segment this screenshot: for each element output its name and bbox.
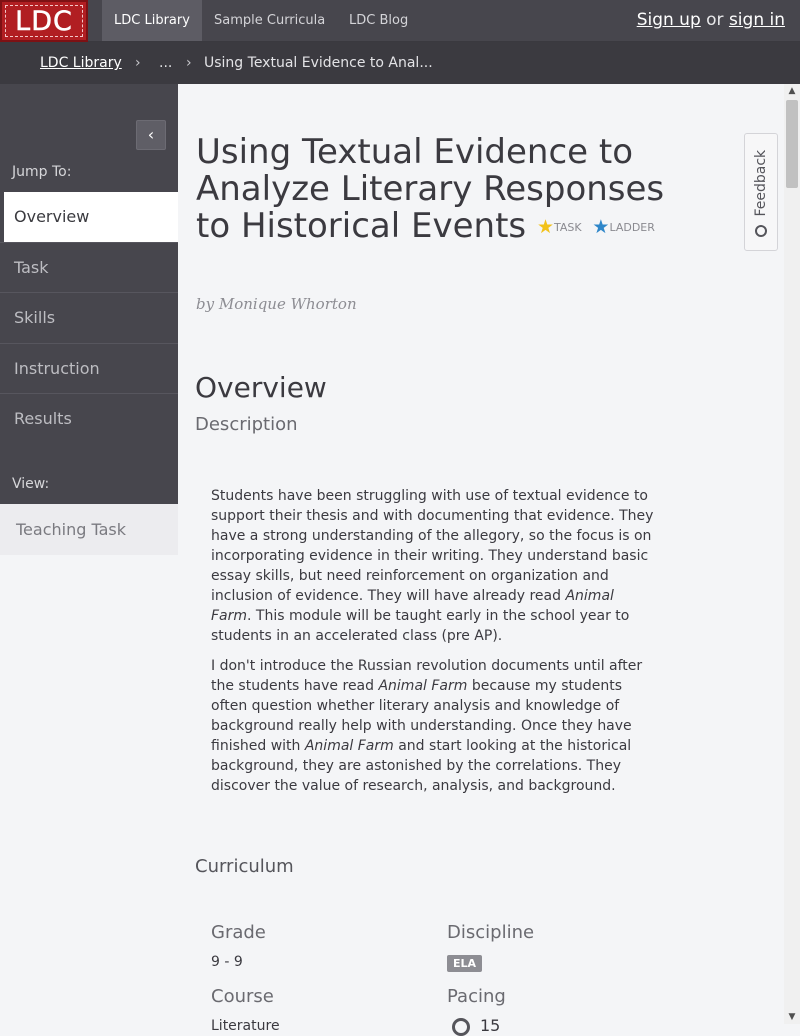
paragraph-text: and start looking at the historical background, they are astonished by the correlations. They discover the value of research, analysis, and background. [211,738,632,794]
page-title [196,134,666,246]
paragraph-text: I don't introduce the Russian revolution documents until after the students have read [211,658,643,694]
breadcrumb-ellipsis[interactable]: ... [159,55,173,71]
paragraph-text: because my students often question whether literary analysis and knowledge of background really help with understanding. Once they have finished with [211,678,632,754]
description-heading: Description [195,414,298,435]
breadcrumb-current: Using Textual Evidence to Anal... [204,55,433,71]
scroll-up-arrow-icon[interactable]: ▲ [788,86,796,96]
logo-text: LDC [15,5,73,37]
sidebar-item-skills[interactable]: Skills [0,292,178,342]
nav-tab-ldc-blog[interactable]: LDC Blog [349,13,409,28]
book-title: Animal Farm [211,588,614,624]
sign-up-link[interactable]: Sign up [636,10,701,30]
course-value: Literature [211,1018,280,1034]
sidebar-item-task[interactable]: Task [0,242,178,292]
star-icon: ★ [592,216,610,238]
breadcrumb-library-link[interactable]: LDC Library [40,55,122,71]
ladder-badge: LADDER [609,221,655,234]
description-paragraph [211,656,657,796]
overview-heading: Overview [195,371,327,404]
ldc-logo[interactable] [0,0,88,42]
star-icon: ★ [536,216,554,238]
pacing-value: 15 [480,1016,501,1035]
task-badge: TASK [553,221,582,234]
sign-in-link[interactable]: sign in [728,10,785,30]
sidebar-item-results[interactable]: Results [0,393,178,443]
grade-value: 9 - 9 [211,954,243,970]
lifebuoy-icon [755,225,767,237]
author-byline: by Monique Whorton [196,295,357,313]
paragraph-text: Students have been struggling with use of textual evidence to support their thesis and with documenting that evidence. They have a strong understanding of the allegory, so the focus is on incorporating evidence in their writing. They understand basic essay skills, but need reinforcement on organization and inclusion of evidence. They will have already read [211,488,654,604]
description-paragraph [211,486,657,646]
feedback-label: Feedback [753,149,769,217]
main-content [178,84,784,1035]
breadcrumb-separator: › [135,55,141,71]
scroll-down-arrow-icon[interactable]: ▼ [788,1012,796,1022]
page-title-text: Using Textual Evidence to Analyze Literary Responses to Historical Events [196,132,665,246]
jump-to-label: Jump To: [12,164,72,180]
book-title: Animal Farm [378,678,468,694]
clock-icon [452,1018,470,1036]
auth-links [637,10,785,30]
auth-or-text: or [706,10,724,30]
scrollbar-thumb[interactable] [786,100,798,188]
book-title: Animal Farm [304,738,394,754]
breadcrumb-separator: › [186,55,192,71]
top-navigation [0,0,800,42]
paragraph-text: . This module will be taught early in the school year to students in an accelerated class (pre AP). [211,608,630,644]
curriculum-heading: Curriculum [195,856,294,877]
vertical-scrollbar[interactable] [784,84,800,1024]
nav-tab-ldc-library[interactable]: LDC Library [102,0,202,41]
view-label: View: [12,476,50,492]
view-teaching-task[interactable]: Teaching Task [0,504,178,555]
sidebar-spacer [0,555,178,1024]
discipline-label: Discipline [447,922,535,943]
feedback-tab[interactable] [744,133,778,251]
discipline-badge: ELA [447,955,482,972]
collapse-sidebar-button[interactable] [136,120,166,150]
nav-tab-sample-curricula[interactable]: Sample Curricula [214,13,326,28]
chevron-left-icon: ‹ [147,125,155,144]
course-label: Course [211,986,274,1007]
pacing-label: Pacing [447,986,506,1007]
sidebar [0,84,178,1024]
breadcrumb [0,42,800,84]
sidebar-item-overview[interactable]: Overview [4,192,178,242]
sidebar-item-instruction[interactable]: Instruction [0,343,178,393]
grade-label: Grade [211,922,266,943]
